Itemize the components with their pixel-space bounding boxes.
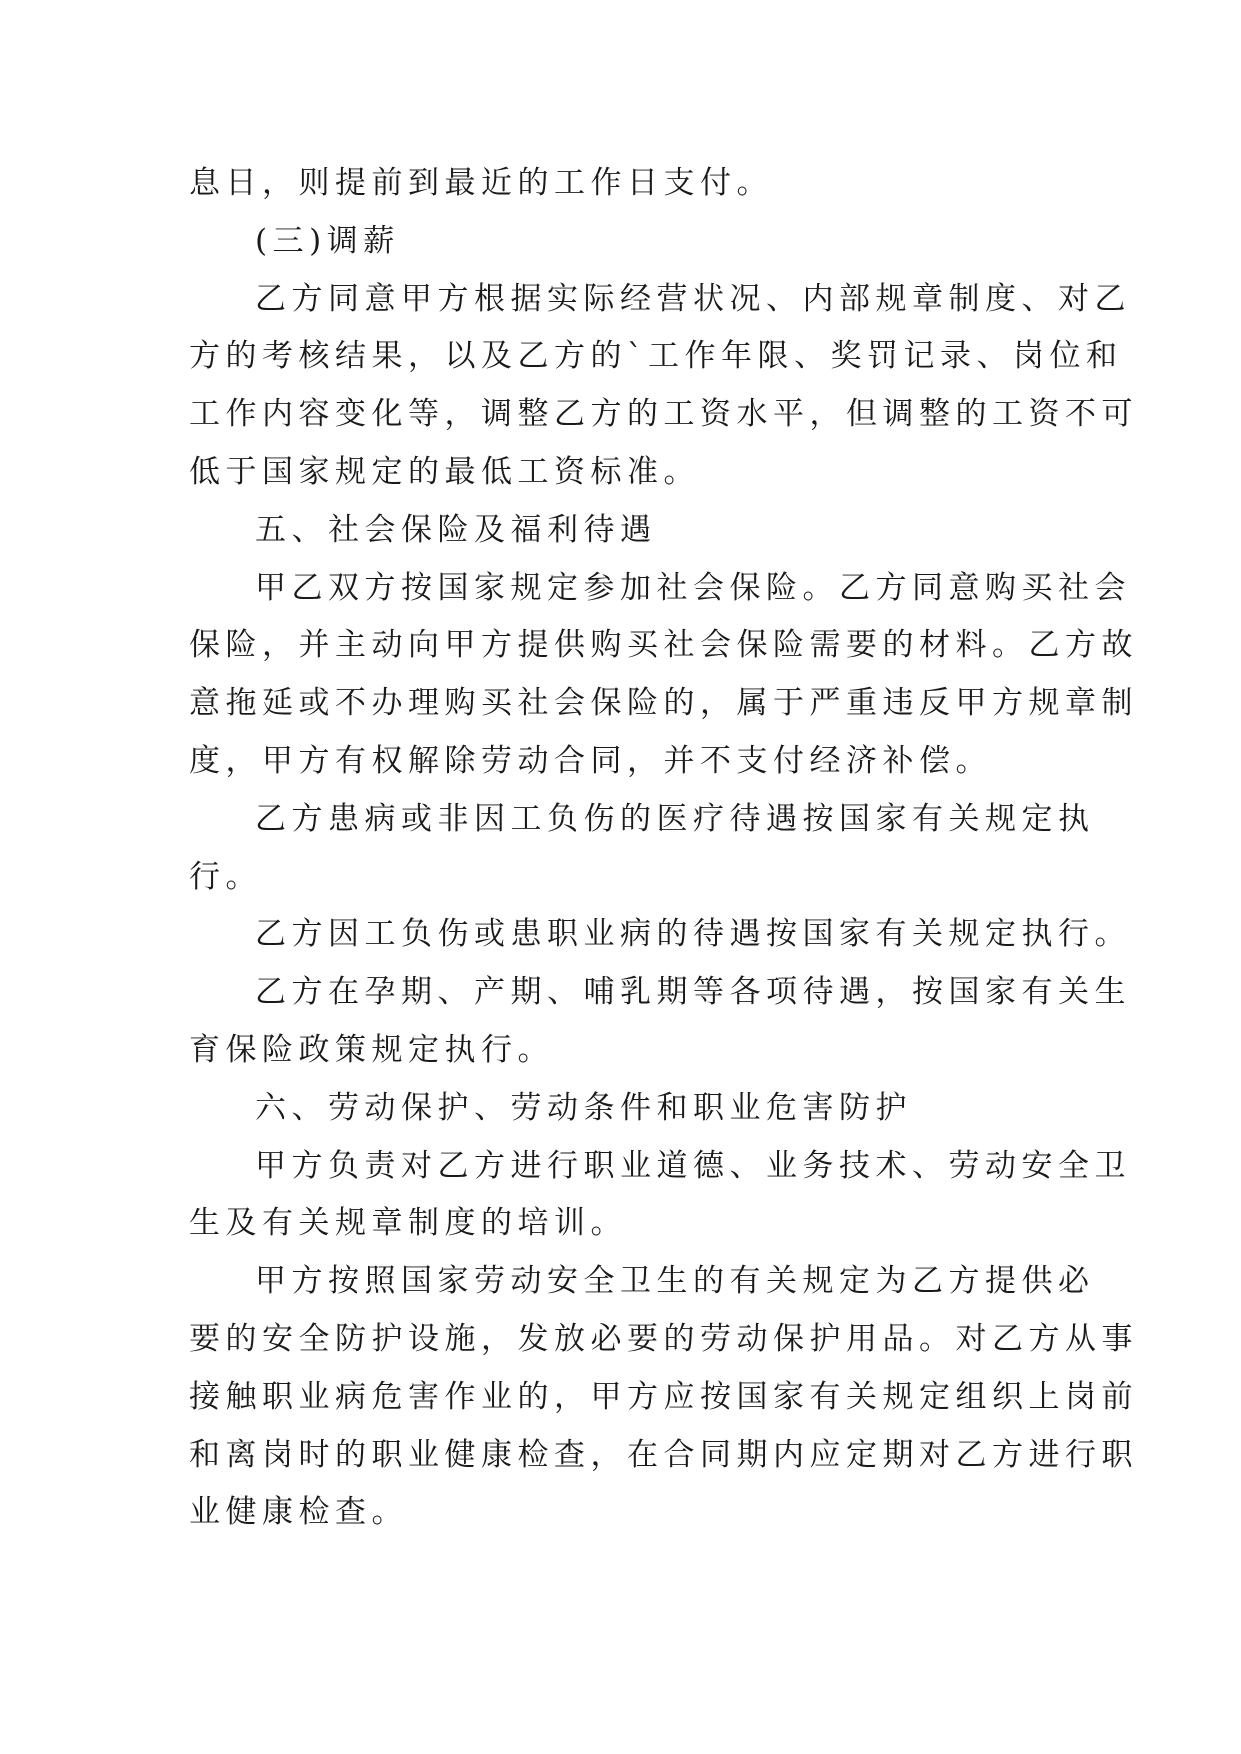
text-line: 行。 <box>189 858 262 895</box>
text-line: 工作内容变化等，调整乙方的工资水平，但调整的工资不可 <box>189 396 1138 433</box>
text-line: 方的考核结果，以及乙方的`工作年限、奖罚记录、岗位和 <box>189 338 1123 375</box>
text-line: 业健康检查。 <box>189 1494 408 1531</box>
text-line: 甲乙双方按国家规定参加社会保险。乙方同意购买社会 <box>255 569 1131 606</box>
text-line: 育保险政策规定执行。 <box>189 1031 554 1068</box>
text-line: 甲方按照国家劳动安全卫生的有关规定为乙方提供必 <box>255 1263 1095 1300</box>
section-heading-social-insurance: 五、社会保险及福利待遇 <box>255 511 657 548</box>
text-line: 低于国家规定的最低工资标准。 <box>189 453 700 490</box>
text-line: 意拖延或不办理购买社会保险的，属于严重违反甲方规章制 <box>189 685 1138 722</box>
text-line: 生及有关规章制度的培训。 <box>189 1205 627 1242</box>
text-line: 乙方在孕期、产期、哺乳期等各项待遇，按国家有关生 <box>255 974 1131 1011</box>
text-line: 和离岗时的职业健康检查，在合同期内应定期对乙方进行职 <box>189 1436 1138 1473</box>
text-line: 乙方患病或非因工负伤的医疗待遇按国家有关规定执 <box>255 800 1095 837</box>
text-line: 乙方同意甲方根据实际经营状况、内部规章制度、对乙 <box>255 280 1131 317</box>
section-heading-tiaoxin: (三)调薪 <box>255 222 400 259</box>
text-line: 乙方因工负伤或患职业病的待遇按国家有关规定执行。 <box>255 916 1131 953</box>
section-heading-labor-protection: 六、劳动保护、劳动条件和职业危害防护 <box>255 1089 912 1126</box>
text-line: 接触职业病危害作业的，甲方应按国家有关规定组织上岗前 <box>189 1378 1138 1415</box>
text-line: 度，甲方有权解除劳动合同，并不支付经济补偿。 <box>189 742 992 779</box>
text-line: 要的安全防护设施，发放必要的劳动保护用品。对乙方从事 <box>189 1320 1138 1357</box>
document-body <box>189 155 1138 1542</box>
text-line: 保险，并主动向甲方提供购买社会保险需要的材料。乙方故 <box>189 627 1138 664</box>
text-line: 甲方负责对乙方进行职业道德、业务技术、劳动安全卫 <box>255 1147 1131 1184</box>
text-line: 息日，则提前到最近的工作日支付。 <box>189 165 773 201</box>
